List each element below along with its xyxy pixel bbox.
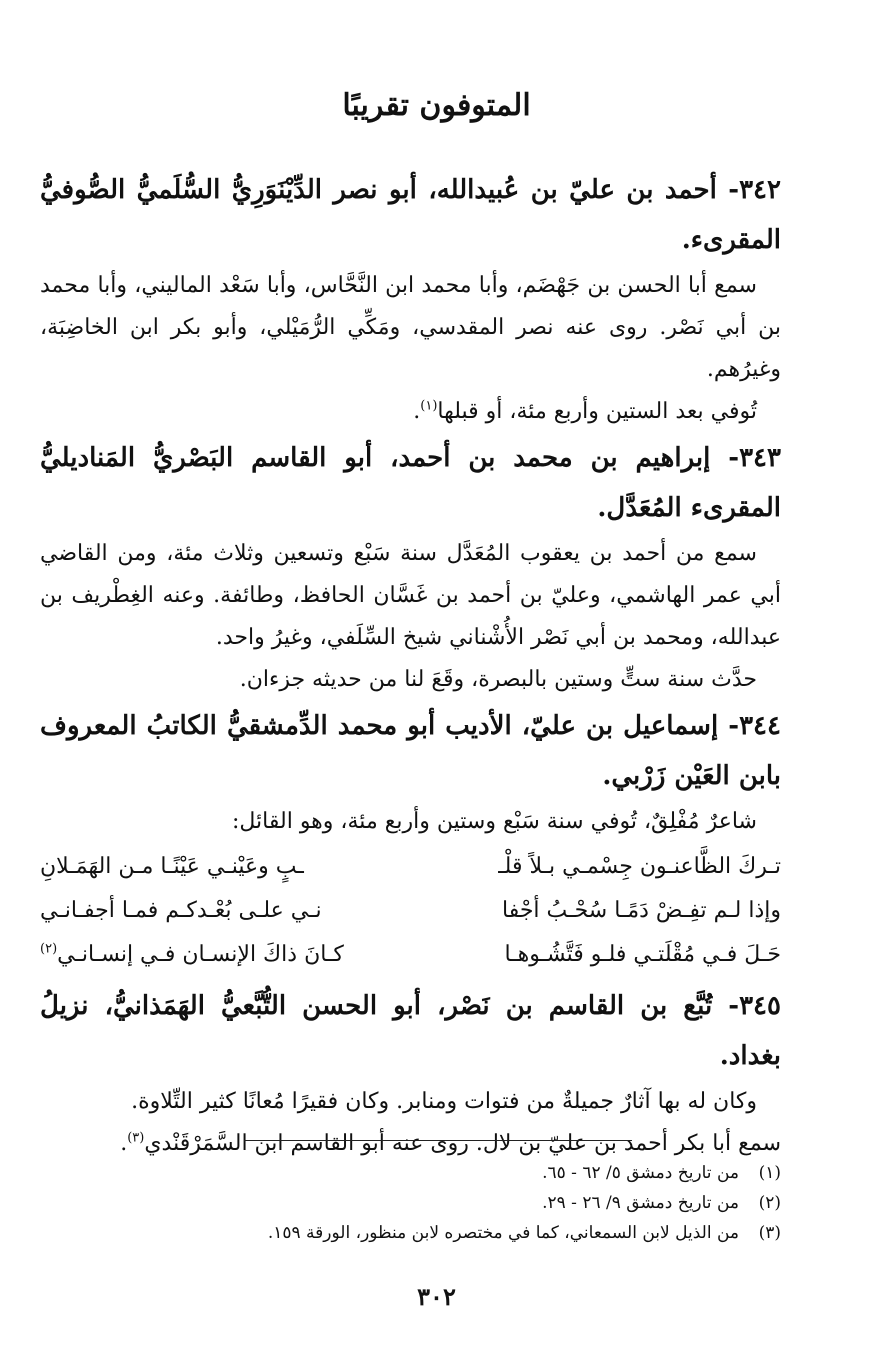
- paragraph-tail: .: [413, 399, 421, 424]
- hemistich-text: كـانَ ذاكَ الإنسـان فـي إنسـانـي: [57, 942, 344, 967]
- verse-second-hemistich: ـبٍ وعَيْنـي عَيْنًـا مـن الهَمَـلانِ: [40, 854, 304, 879]
- poem-verse: [40, 889, 781, 933]
- footnote-text: من تاريخ دمشق ٩/ ٢٦ - ٢٩.: [542, 1193, 739, 1213]
- entry-paragraph: وكان له بها آثارٌ جميلةٌ من فتوات ومنابر. وكان فقيرًا مُعانًا كثير التِّلاوة.: [131, 1089, 757, 1114]
- footnote-text: من الذيل لابن السمعاني، كما في مختصره لابن منظور، الورقة ١٥٩.: [267, 1223, 739, 1243]
- footnote-number: (٣): [758, 1223, 781, 1243]
- footnotes: [40, 1158, 781, 1248]
- footnote-text: من تاريخ دمشق ٥/ ٦٢ - ٦٥.: [542, 1163, 739, 1183]
- footnote-separator: [244, 1140, 632, 1141]
- poem: [40, 845, 781, 977]
- page-number: ٣٠٢: [417, 1282, 456, 1311]
- footnote-item: [40, 1158, 781, 1188]
- page-body: [40, 165, 781, 1165]
- section-title: المتوفون تقريبًا: [342, 88, 531, 123]
- entry-heading-344: ٣٤٤- إسماعيل بن عليّ، الأديب أبو محمد الدِّمشقيُّ الكاتبُ المعروف بابن العَيْن زَرْبي.: [40, 711, 781, 791]
- verse-second-hemistich: نـي علـى بُعْـدكـم فمـا أجفـانـي: [40, 898, 322, 923]
- footnote-ref: (٢): [40, 941, 58, 957]
- entry-paragraph: شاعرٌ مُفْلِقٌ، تُوفي سنة سَبْع وستين وأربع مئة، وهو القائل:: [231, 809, 757, 834]
- footnote-number: (١): [758, 1163, 781, 1183]
- entry-paragraph: [40, 391, 781, 433]
- entry-paragraph: حدَّث سنة ستٍّ وستين بالبصرة، وقَعَ لنا من حديثه جزءان.: [239, 667, 757, 692]
- footnote-item: [40, 1188, 781, 1218]
- verse-second-hemistich: [40, 933, 344, 977]
- entry-heading-342: ٣٤٢- أحمد بن عليّ بن عُبيدالله، أبو نصر الدِّيْنَوَرِيُّ السُّلَميُّ الصُّوفيُّ المقرىء.: [40, 175, 781, 255]
- entry-heading-343: ٣٤٣- إبراهيم بن محمد بن أحمد، أبو القاسم البَصْريُّ المَناديليُّ المقرىء المُعَدَّل.: [40, 443, 781, 523]
- paragraph-tail: .: [120, 1131, 128, 1156]
- poem-verse: [40, 845, 781, 889]
- footnote-ref: (١): [420, 398, 438, 414]
- verse-first-hemistich: تـركَ الظَّاعنـون جِسْمـي بـلاً قلْـ: [498, 854, 781, 879]
- entry-heading-345: ٣٤٥- تُبَّع بن القاسم بن نَصْر، أبو الحسن التُّبَّعيُّ الهَمَذانيُّ، نزيلُ بغداد.: [40, 991, 781, 1071]
- footnote-ref: (٣): [127, 1130, 145, 1146]
- footnote-number: (٢): [758, 1193, 781, 1213]
- paragraph-text: تُوفي بعد الستين وأربع مئة، أو قبلها: [437, 399, 757, 424]
- poem-verse: [40, 933, 781, 977]
- entry-paragraph: سمع أبا الحسن بن جَهْضَم، وأبا محمد ابن النَّحَّاس، وأبا سَعْد الماليني، وأبا محمد بن أبي نَصْر. روى عنه نصر المقدسي، ومَكِّي الرُّمَيْلي، وأبو بكر ابن الخاضِبَة، وغيرُهم.: [40, 273, 781, 382]
- verse-first-hemistich: وإذا لـم تفِـضْ دَمًـا سُحْـبُ أجْفا: [501, 898, 781, 923]
- verse-first-hemistich: حَـلَ فـي مُقْلَتـي فلـو فَتَّشُـوهـا: [504, 942, 781, 967]
- footnote-item: [40, 1218, 781, 1248]
- paragraph-text: سمع أبا بكر أحمد بن عليّ بن لال. روى عنه أبو القاسم ابن السَّمَرْقَنْدي: [144, 1131, 781, 1156]
- entry-paragraph: سمع من أحمد بن يعقوب المُعَدَّل سنة سَبْع وتسعين وثلاث مئة، ومن القاضي أبي عمر الهاشمي، وعليّ بن أحمد بن غَسَّان الحافظ، وطائفة. وعنه الغِطْريف بن عبدالله، ومحمد بن أبي نَصْر الأُشْناني شيخ السِّلَفي، وغيرُ واحد.: [40, 541, 781, 650]
